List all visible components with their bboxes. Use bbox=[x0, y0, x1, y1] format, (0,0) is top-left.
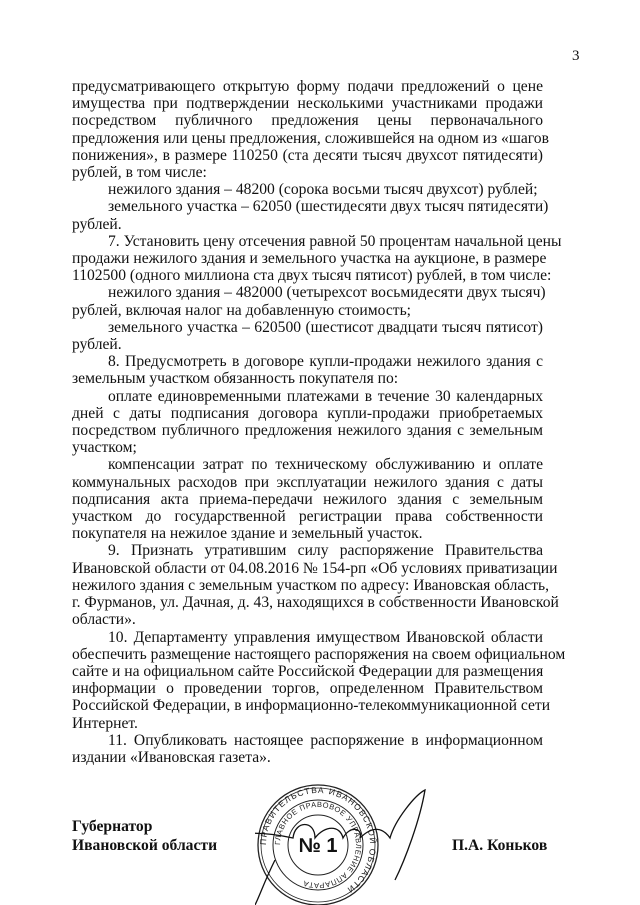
text-line: участком до государственной регистрации права собственности bbox=[72, 508, 543, 526]
text-line: обеспечить размещение настоящего распоряжения на своем официальном bbox=[72, 645, 566, 663]
text-line: рублей, включая налог на добавленную стоимость; bbox=[72, 301, 412, 319]
text-line: покупателя на нежилое здание и земельный участок. bbox=[72, 525, 423, 543]
signatory-title-line2: Ивановской области bbox=[72, 837, 218, 854]
text-line: рублей. bbox=[72, 215, 122, 233]
text-line: нежилого здания с земельным участком по адресу: Ивановская область, bbox=[72, 576, 550, 594]
text-line: 11. Опубликовать настоящее распоряжение в информационном bbox=[108, 731, 543, 749]
signatory-title bbox=[72, 817, 217, 855]
signatory-title-line1: Губернатор bbox=[72, 818, 153, 835]
official-stamp bbox=[255, 780, 455, 905]
text-line: предложения или цены предложения, сложившейся на одном из «шагов bbox=[72, 129, 549, 147]
text-line: 8. Предусмотреть в договоре купли-продажи нежилого здания с bbox=[108, 353, 543, 371]
text-line: нежилого здания – 48200 (сорока восьми тысяч двухсот) рублей; bbox=[108, 181, 538, 199]
text-line: г. Фурманов, ул. Дачная, д. 43, находящихся в собственности Ивановской bbox=[72, 594, 559, 612]
text-line: коммунальных расходов при эксплуатации нежилого здания с даты bbox=[72, 473, 543, 491]
text-line: информации о проведении торгов, определенном Правительством bbox=[72, 680, 543, 698]
text-line: оплате единовременными платежами в течение 30 календарных bbox=[108, 387, 543, 405]
text-line: 7. Установить цену отсечения равной 50 процентам начальной цены bbox=[108, 232, 562, 250]
text-line: компенсации затрат по техническому обслуживанию и оплате bbox=[108, 456, 543, 474]
text-line: земельного участка – 620500 (шестисот двадцати тысяч пятисот) bbox=[108, 318, 543, 336]
document-body bbox=[72, 78, 566, 766]
text-line: земельного участка – 62050 (шестидесяти двух тысяч пятидесяти) bbox=[108, 198, 549, 216]
text-line: дней с даты подписания договора купли-продажи приобретаемых bbox=[72, 404, 543, 422]
stamp-outer-text: ПРАВИТЕЛЬСТВА ИВАНОВСКОЙ ОБЛАСТИ bbox=[257, 784, 379, 896]
text-line: нежилого здания – 482000 (четырехсот восьмидесяти двух тысяч) bbox=[108, 284, 546, 302]
text-line: подписания акта приема-передачи нежилого здания с земельным bbox=[72, 490, 543, 508]
stamp-inner-text: ГЛАВНОЕ ПРАВОВОЕ УПРАВЛЕНИЕ АППАРАТА bbox=[272, 799, 364, 891]
text-line: Интернет. bbox=[72, 714, 138, 732]
text-line: области». bbox=[72, 611, 136, 629]
text-line: 9. Признать утратившим силу распоряжение Правительства bbox=[108, 542, 543, 560]
text-line: имущества при подтверждении несколькими участниками продажи bbox=[72, 95, 543, 113]
text-line: рублей, в том числе: bbox=[72, 164, 207, 182]
text-line: 10. Департаменту управления имуществом Ивановской области bbox=[108, 628, 543, 646]
text-line: понижения», в размере 110250 (ста десяти тысяч двухсот пятидесяти) bbox=[72, 146, 543, 164]
text-line: Российской Федерации, в информационно-телекоммуникационной сети bbox=[72, 697, 551, 715]
text-line: продажи нежилого здания и земельного участка на аукционе, в размере bbox=[72, 250, 547, 268]
page-number: 3 bbox=[572, 48, 580, 64]
text-line: земельным участком обязанность покупателя по: bbox=[72, 370, 399, 388]
text-line: издании «Ивановская газета». bbox=[72, 748, 271, 766]
text-line: сайте и на официальном сайте Российской Федерации для размещения bbox=[72, 662, 544, 680]
text-line: посредством публичного предложения цены первоначального bbox=[72, 112, 543, 130]
text-line: участком; bbox=[72, 439, 137, 457]
signatory-name: П.А. Коньков bbox=[452, 837, 548, 854]
text-line: предусматривающего открытую форму подачи предложений о цене bbox=[72, 78, 543, 95]
text-line: посредством публичного предложения нежилого здания с земельным bbox=[72, 422, 543, 440]
stamp-number: № 1 bbox=[298, 835, 338, 857]
text-line: Ивановской области от 04.08.2016 № 154-рп «Об условиях приватизации bbox=[72, 559, 558, 577]
text-line: 1102500 (одного миллиона ста двух тысяч пятисот) рублей, в том числе: bbox=[72, 267, 552, 285]
text-line: рублей. bbox=[72, 336, 122, 354]
